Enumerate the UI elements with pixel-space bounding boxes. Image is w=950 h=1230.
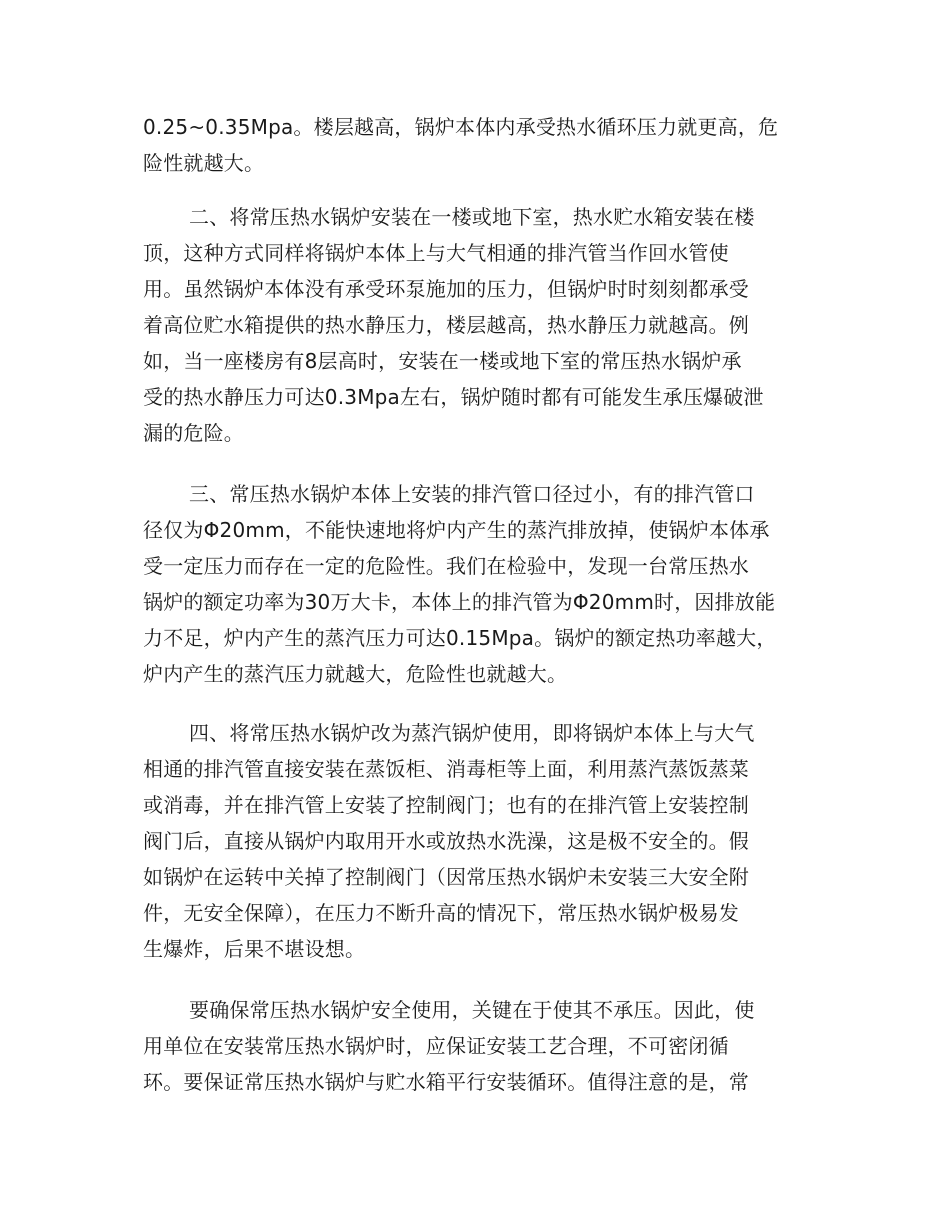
text-line: 0.25~0.35Mpa。楼层越高，锅炉本体内承受热水循环压力就更高，危 [143,115,779,139]
paragraph-conclusion [143,992,803,1100]
text-line: 受的热水静压力可达0.3Mpa左右，锅炉随时都有可能发生承压爆破泄 [143,385,764,409]
text-line: 三、常压热水锅炉本体上安装的排汽管口径过小，有的排汽管口 [189,482,755,506]
paragraph-pressure-continuation [143,109,803,181]
text-line: 四、将常压热水锅炉改为蒸汽锅炉使用，即将锅炉本体上与大气 [189,721,755,745]
text-line: 着高位贮水箱提供的热水静压力，楼层越高，热水静压力就越高。例 [143,313,749,337]
text-line: 如，当一座楼房有8层高时，安装在一楼或地下室的常压热水锅炉承 [143,349,742,373]
text-line: 锅炉的额定功率为30万大卡，本体上的排汽管为Φ20mm时，因排放能 [143,590,776,614]
text-line: 漏的危险。 [143,421,244,445]
text-line: 件，无安全保障），在压力不断升高的情况下，常压热水锅炉极易发 [143,901,739,925]
text-line: 用。虽然锅炉本体没有承受环泵施加的压力，但锅炉时时刻刻都承受 [143,277,749,301]
text-line: 如锅炉在运转中关掉了控制阀门（因常压热水锅炉未安装三大安全附 [143,865,749,889]
text-line: 力不足，炉内产生的蒸汽压力可达0.15Mpa。锅炉的额定热功率越大， [143,626,777,650]
text-line: 险性就越大。 [143,151,265,175]
text-line: 受一定压力而存在一定的危险性。我们在检验中，发现一台常压热水 [143,554,749,578]
text-line: 要确保常压热水锅炉安全使用，关键在于使其不承压。因此，使 [189,998,755,1022]
text-line: 或消毒，并在排汽管上安装了控制阀门；也有的在排汽管上安装控制 [143,793,749,817]
paragraph-point-four [143,715,803,967]
text-line: 生爆炸，后果不堪设想。 [143,937,366,961]
text-line: 炉内产生的蒸汽压力就越大，危险性也就越大。 [143,662,568,686]
paragraph-point-two [143,199,803,451]
text-line: 径仅为Φ20mm，不能快速地将炉内产生的蒸汽排放掉，使锅炉本体承 [143,518,770,542]
text-line: 环。要保证常压热水锅炉与贮水箱平行安装循环。值得注意的是，常 [143,1070,749,1094]
text-line: 二、将常压热水锅炉安装在一楼或地下室，热水贮水箱安装在楼 [189,205,755,229]
paragraph-point-three [143,476,803,692]
text-line: 用单位在安装常压热水锅炉时，应保证安装工艺合理，不可密闭循 [143,1034,729,1058]
text-line: 相通的排汽管直接安装在蒸饭柜、消毒柜等上面，利用蒸汽蒸饭蒸菜 [143,757,749,781]
text-line: 顶，这种方式同样将锅炉本体上与大气相通的排汽管当作回水管使 [143,241,729,265]
text-line: 阀门后，直接从锅炉内取用开水或放热水洗澡，这是极不安全的。假 [143,829,749,853]
